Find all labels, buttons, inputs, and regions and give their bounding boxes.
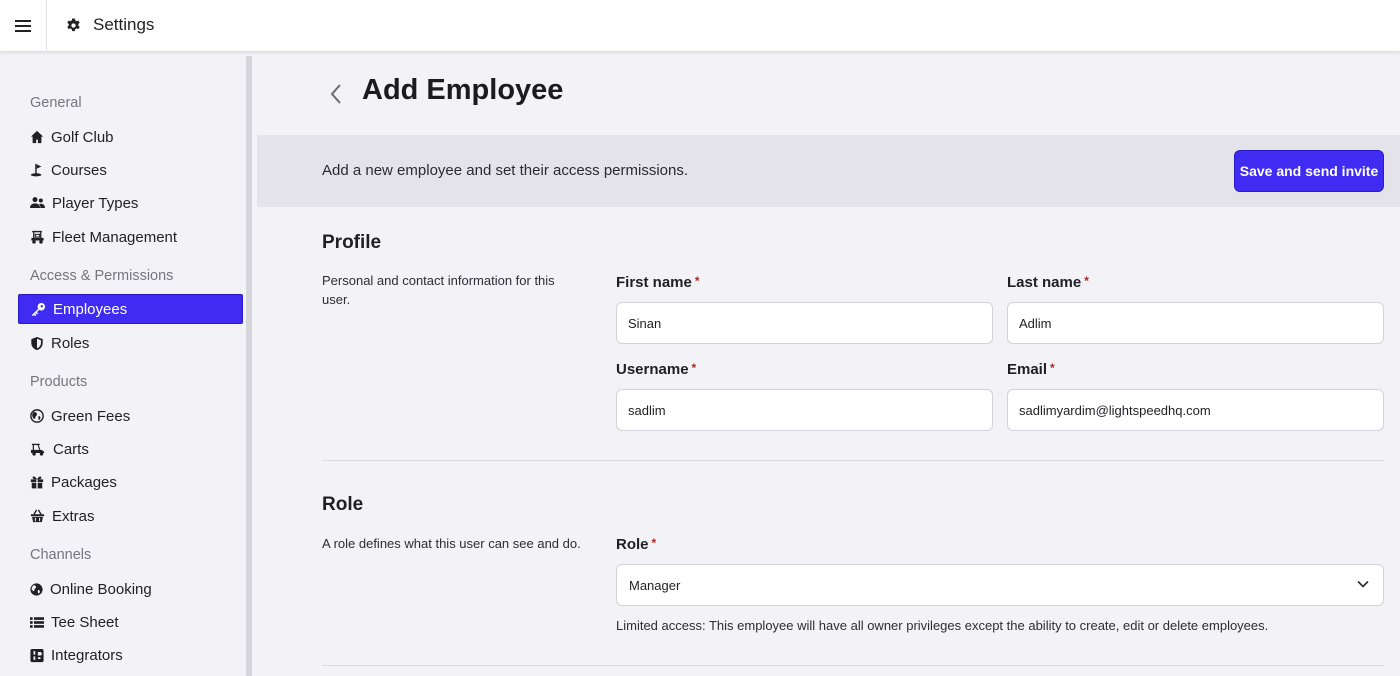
sidebar-item-label: Packages	[51, 473, 117, 491]
sidebar-scrollbar[interactable]	[246, 56, 252, 676]
sidebar-item-label: Green Fees	[51, 407, 131, 425]
home-icon	[30, 130, 44, 144]
banner-text: Add a new employee and set their access permissions.	[322, 162, 689, 179]
page-title: Add Employee	[362, 74, 564, 106]
email-label-text: Email	[1007, 361, 1048, 378]
key-icon	[31, 302, 46, 317]
top-bar	[0, 0, 1400, 52]
section-divider	[322, 460, 1384, 461]
sidebar-item-label: Player Types	[52, 194, 139, 212]
role-section-title: Role	[322, 494, 364, 515]
username-label	[616, 361, 696, 378]
sidebar-item-label: Courses	[51, 161, 107, 179]
sidebar-item-label: Employees	[53, 300, 128, 318]
sidebar-item-integrators[interactable]	[18, 640, 243, 670]
globe-icon	[30, 583, 43, 596]
settings-title-text: Settings	[93, 15, 155, 34]
cart-icon	[30, 442, 46, 456]
sidebar-item-carts[interactable]	[18, 434, 243, 464]
role-select-value: Manager	[629, 577, 681, 593]
sidebar-item-online-booking[interactable]	[18, 574, 243, 604]
role-label-text: Role	[616, 536, 649, 553]
menu-button[interactable]	[0, 0, 47, 52]
sidebar-item-label: Integrators	[51, 646, 123, 664]
sidebar-item-label: Carts	[53, 440, 89, 458]
section-label-general: General	[30, 95, 82, 111]
sidebar-item-packages[interactable]	[18, 467, 243, 497]
sidebar-item-tee-sheet[interactable]	[18, 607, 243, 637]
list-icon	[30, 616, 44, 629]
first-name-label-text: First name	[616, 274, 692, 291]
golf-cart-icon	[30, 230, 45, 244]
section-label-access: Access & Permissions	[30, 268, 174, 284]
sidebar-item-label: Fleet Management	[52, 228, 178, 246]
sidebar-item-courses[interactable]	[18, 155, 243, 185]
sidebar-item-player-types[interactable]	[18, 188, 243, 218]
sidebar-item-extras[interactable]	[18, 501, 243, 531]
basket-icon	[30, 509, 45, 523]
required-mark: *	[694, 274, 700, 288]
required-mark: *	[1084, 274, 1089, 288]
required-mark: *	[691, 361, 697, 375]
users-icon	[30, 196, 45, 210]
last-name-input[interactable]	[1007, 302, 1384, 344]
role-section-description: A role defines what this user can see and do.	[322, 536, 581, 551]
first-name-label	[616, 274, 700, 291]
role-select[interactable]	[616, 564, 1384, 606]
sidebar-item-label: Online Booking	[50, 580, 152, 598]
golf-flag-icon	[30, 163, 44, 177]
last-name-label-text: Last name	[1007, 274, 1082, 291]
email-label	[1007, 361, 1055, 378]
app-title	[66, 0, 154, 50]
required-mark: *	[1050, 361, 1055, 375]
sidebar-item-label: Extras	[52, 507, 95, 525]
hamburger-icon	[15, 19, 31, 33]
sidebar-item-green-fees[interactable]	[18, 401, 243, 431]
sidebar-item-label: Golf Club	[51, 128, 114, 146]
required-mark: *	[651, 536, 657, 550]
sidebar-item-fleet-management[interactable]	[18, 222, 243, 252]
username-label-text: Username	[616, 361, 689, 378]
sidebar-item-label: Tee Sheet	[51, 613, 119, 631]
role-label	[616, 536, 656, 553]
sidebar-item-roles[interactable]	[18, 328, 243, 358]
back-button[interactable]	[324, 80, 348, 108]
shield-icon	[30, 336, 44, 351]
sidebar-item-label: Roles	[51, 334, 90, 352]
chevron-left-icon	[330, 83, 342, 105]
save-and-send-invite-button[interactable]: Save and send invite	[1234, 150, 1384, 192]
gear-icon	[66, 18, 81, 33]
action-banner	[257, 135, 1400, 207]
profile-section-title: Profile	[322, 232, 382, 253]
globe-icon	[30, 409, 44, 423]
sidebar-item-golf-club[interactable]	[18, 122, 243, 152]
section-label-products: Products	[30, 374, 88, 390]
section-label-channels: Channels	[30, 547, 92, 563]
email-input[interactable]	[1007, 389, 1384, 431]
sidebar-item-employees[interactable]	[18, 294, 243, 324]
first-name-input[interactable]	[616, 302, 993, 344]
chevron-down-icon	[1357, 580, 1369, 588]
role-hint-text: Limited access: This employee will have all owner privileges except the ability to create, edit or delete employees.	[616, 618, 1269, 633]
profile-section-description: Personal and contact information for this user.	[322, 273, 555, 307]
last-name-label	[1007, 274, 1089, 291]
integration-icon	[30, 648, 44, 663]
section-divider	[322, 665, 1384, 666]
username-input[interactable]	[616, 389, 993, 431]
gift-icon	[30, 475, 44, 489]
